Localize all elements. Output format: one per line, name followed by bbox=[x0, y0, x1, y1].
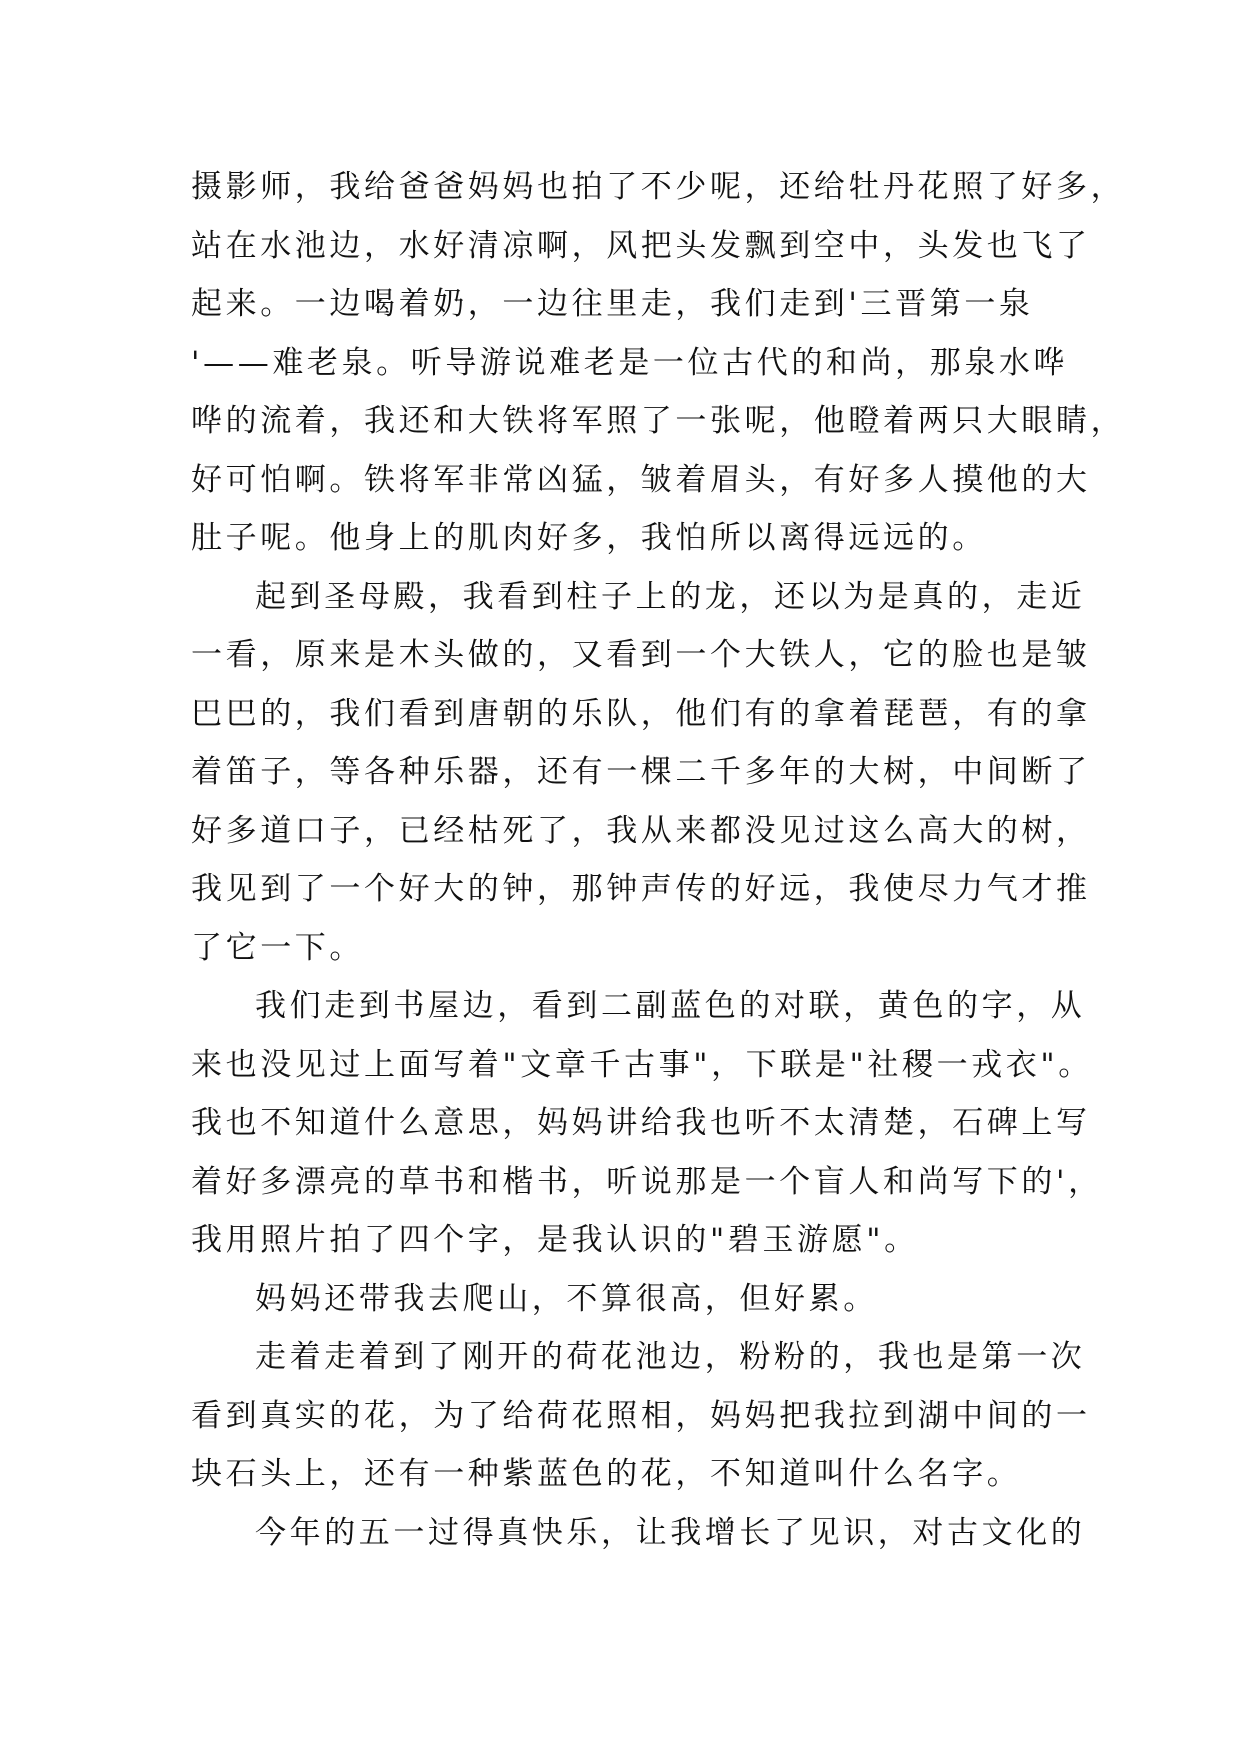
text-line: 巴巴的，我们看到唐朝的乐队，他们有的拿着琵琶，有的拿 bbox=[191, 695, 1091, 732]
text-line: 我也不知道什么意思，妈妈讲给我也听不太清楚，石碑上写 bbox=[191, 1105, 1091, 1141]
paragraph-start-line: 妈妈还带我去爬山，不算很高，但好累。 bbox=[255, 1280, 878, 1317]
text-line: 好可怕啊。铁将军非常凶猛，皱着眉头，有好多人摸他的大 bbox=[191, 461, 1091, 498]
text-line: 起来。一边喝着奶，一边往里走，我们走到'三晋第一泉 bbox=[191, 286, 1034, 322]
body-text bbox=[191, 158, 1126, 1562]
text-line: 我用照片拍了四个字，是我认识的"碧玉游愿"。 bbox=[191, 1222, 919, 1258]
text-line: 了它一下。 bbox=[191, 929, 364, 966]
text-line: 好多道口子，已经枯死了，我从来都没见过这么高大的树， bbox=[191, 812, 1091, 849]
paragraph-start-line: 起到圣母殿，我看到柱子上的龙，还以为是真的，走近 bbox=[255, 578, 1086, 615]
paragraph-start-line: 我们走到书屋边，看到二副蓝色的对联，黄色的字，从 bbox=[255, 988, 1086, 1024]
text-line: '——难老泉。听导游说难老是一位古代的和尚，那泉水哗 bbox=[191, 344, 1069, 381]
text-line: 看到真实的花，为了给荷花照相，妈妈把我拉到湖中间的一 bbox=[191, 1397, 1091, 1434]
text-line: 块石头上，还有一种紫蓝色的花，不知道叫什么名字。 bbox=[191, 1456, 1022, 1492]
paragraph-start-line: 走着走着到了刚开的荷花池边，粉粉的，我也是第一次 bbox=[255, 1339, 1086, 1375]
text-line: 一看，原来是木头做的，又看到一个大铁人，它的脸也是皱 bbox=[191, 637, 1091, 673]
text-line: 来也没见过上面写着"文章千古事"，下联是"社稷一戎衣"。 bbox=[191, 1046, 1093, 1083]
text-line: 哗的流着，我还和大铁将军照了一张呢，他瞪着两只大眼睛， bbox=[191, 403, 1126, 439]
text-line: 肚子呢。他身上的肌肉好多，我怕所以离得远远的。 bbox=[191, 520, 987, 556]
text-line: 站在水池边，水好清凉啊，风把头发飘到空中，头发也飞了 bbox=[191, 227, 1091, 264]
paragraph-start-line: 今年的五一过得真快乐，让我增长了见识，对古文化的 bbox=[255, 1514, 1086, 1551]
text-line: 着笛子，等各种乐器，还有一棵二千多年的大树，中间断了 bbox=[191, 754, 1091, 790]
text-line: 着好多漂亮的草书和楷书，听说那是一个盲人和尚写下的'， bbox=[191, 1163, 1103, 1200]
text-line: 摄影师，我给爸爸妈妈也拍了不少呢，还给牡丹花照了好多， bbox=[191, 169, 1126, 205]
text-line: 我见到了一个好大的钟，那钟声传的好远，我使尽力气才推 bbox=[191, 871, 1091, 907]
